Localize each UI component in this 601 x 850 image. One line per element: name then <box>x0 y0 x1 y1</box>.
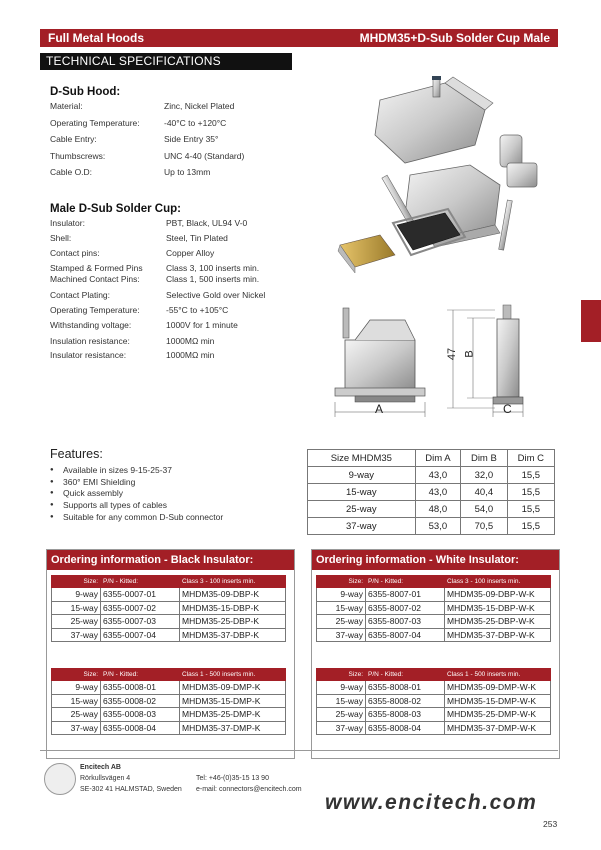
features-title: Features: <box>50 447 103 461</box>
ordering-cell: 9-way <box>52 588 101 602</box>
spec-value: Class 1, 500 inserts min. <box>166 274 260 284</box>
dimension-header-cell: Dim A <box>415 450 461 467</box>
spec-key: Operating Temperature: <box>50 117 140 128</box>
ordering-cell: 6355-8008-02 <box>366 694 445 708</box>
ordering-cell: 6355-0008-01 <box>101 681 180 695</box>
ordering-row <box>317 601 551 615</box>
ordering-cell: 25-way <box>52 708 101 722</box>
ordering-white-class1-table <box>316 668 551 735</box>
ordering-row <box>52 615 286 629</box>
ordering-cell: 9-way <box>317 588 366 602</box>
spec-value: 1000MΩ min <box>166 336 215 346</box>
feature-item: ● Suitable for any common D-Sub connector <box>50 512 223 524</box>
dimension-cell: 53,0 <box>415 518 461 535</box>
dimension-drawing <box>325 300 555 425</box>
spec-value: Steel, Tin Plated <box>166 233 228 243</box>
ordering-cell: 6355-8008-04 <box>366 721 445 735</box>
ordering-white-box <box>311 549 560 759</box>
ordering-header-cell: P/N - Kitted: <box>101 576 180 588</box>
ordering-white-title: Ordering information - White Insulator: <box>312 550 559 570</box>
dimension-cell: 54,0 <box>461 501 507 518</box>
footer-divider <box>40 750 558 751</box>
dimension-table <box>307 449 555 535</box>
ordering-cell: 37-way <box>52 721 101 735</box>
ordering-row <box>317 708 551 722</box>
feature-item: ● Quick assembly <box>50 488 223 500</box>
dimension-header-cell: Dim B <box>461 450 507 467</box>
dimension-cell: 15,5 <box>507 501 554 518</box>
dim-label-a: A <box>375 402 384 416</box>
ordering-cell: 6355-0008-03 <box>101 708 180 722</box>
ordering-black-title: Ordering information - Black Insulator: <box>47 550 294 570</box>
ordering-cell: MHDM35-25-DMP-W-K <box>445 708 551 722</box>
ordering-black-box <box>46 549 295 759</box>
ordering-black-class3-table <box>51 575 286 642</box>
ordering-cell: 37-way <box>317 628 366 642</box>
ordering-cell: MHDM35-15-DMP-K <box>180 694 286 708</box>
spec-key: Withstanding voltage: <box>50 320 132 330</box>
dimension-cell: 15,5 <box>507 484 554 501</box>
spec-value: -55°C to +105°C <box>166 305 229 315</box>
dimension-cell: 9-way <box>308 467 416 484</box>
spec-value: Zinc, Nickel Plated <box>164 101 235 111</box>
header-product: MHDM35+D-Sub Solder Cup Male <box>359 31 550 45</box>
ordering-cell: MHDM35-37-DMP-K <box>180 721 286 735</box>
spec-value: Up to 13mm <box>164 167 211 177</box>
ordering-cell: 6355-8007-04 <box>366 628 445 642</box>
spec-key: Machined Contact Pins: <box>50 274 140 284</box>
ordering-row <box>317 615 551 629</box>
ordering-cell: 6355-8007-02 <box>366 601 445 615</box>
ordering-cell: 6355-0007-02 <box>101 601 180 615</box>
ordering-header-cell: Class 3 - 100 inserts min. <box>445 576 551 588</box>
ordering-header-cell: Size: <box>52 669 101 681</box>
ordering-row <box>52 681 286 695</box>
dimension-header-cell: Size MHDM35 <box>308 450 416 467</box>
ordering-cell: 37-way <box>52 628 101 642</box>
ordering-header-cell: Class 1 - 500 inserts min. <box>180 669 286 681</box>
features-list <box>50 465 223 523</box>
ordering-header-cell: Size: <box>317 576 366 588</box>
ordering-row <box>317 628 551 642</box>
ordering-cell: 25-way <box>317 708 366 722</box>
ordering-header-cell: Class 3 - 100 inserts min. <box>180 576 286 588</box>
spec-value: Copper Alloy <box>166 248 215 258</box>
spec-key: Operating Temperature: <box>50 305 140 315</box>
ordering-cell: MHDM35-37-DMP-W-K <box>445 721 551 735</box>
male-section-title: Male D-Sub Solder Cup: <box>50 203 181 215</box>
dim-label-b: B <box>463 350 476 358</box>
ordering-row <box>52 628 286 642</box>
spec-key: Cable O.D: <box>50 167 93 177</box>
ordering-cell: MHDM35-09-DMP-K <box>180 681 286 695</box>
spec-key: Shell: <box>50 233 72 243</box>
ordering-cell: 15-way <box>52 694 101 708</box>
certification-seal-icon <box>44 763 76 795</box>
company-city: SE-302 41 HALMSTAD, Sweden <box>80 786 182 793</box>
spec-key: Contact Plating: <box>50 290 111 300</box>
ordering-row <box>317 588 551 602</box>
dimension-row <box>308 518 555 535</box>
ordering-row <box>52 708 286 722</box>
header-category: Full Metal Hoods <box>48 31 144 45</box>
dimension-cell: 48,0 <box>415 501 461 518</box>
dimension-row <box>308 501 555 518</box>
spec-key: Cable Entry: <box>50 134 97 144</box>
dimension-header-row <box>308 450 555 467</box>
company-phone: Tel: +46-(0)35-15 13 90 <box>196 775 269 782</box>
ordering-cell: 15-way <box>317 601 366 615</box>
ordering-black-class1-table <box>51 668 286 735</box>
ordering-cell: 15-way <box>52 601 101 615</box>
ordering-cell: 6355-8007-03 <box>366 615 445 629</box>
ordering-cell: MHDM35-25-DBP-W-K <box>445 615 551 629</box>
dimension-cell: 43,0 <box>415 484 461 501</box>
spec-key: Stamped & Formed Pins <box>50 263 143 273</box>
dimension-header-cell: Dim C <box>507 450 554 467</box>
spec-value: UNC 4-40 (Standard) <box>164 150 245 161</box>
dimension-cell: 25-way <box>308 501 416 518</box>
dimension-row <box>308 467 555 484</box>
spec-key: Insulation resistance: <box>50 336 130 346</box>
company-email[interactable]: e-mail: connectors@encitech.com <box>196 786 302 793</box>
spec-key: Thumbscrews: <box>50 150 106 161</box>
ordering-row <box>52 588 286 602</box>
ordering-cell: MHDM35-09-DBP-W-K <box>445 588 551 602</box>
dimension-cell: 32,0 <box>461 467 507 484</box>
dim-label-47: 47 <box>446 347 459 361</box>
spec-value: PBT, Black, UL94 V-0 <box>166 218 248 228</box>
spec-value: 1000MΩ min <box>166 350 215 360</box>
ordering-cell: 6355-8008-03 <box>366 708 445 722</box>
spec-key: Insulator: <box>50 218 85 228</box>
feature-item: ● Available in sizes 9-15-25-37 <box>50 465 223 477</box>
ordering-header-row <box>52 669 286 681</box>
ordering-cell: MHDM35-25-DBP-K <box>180 615 286 629</box>
ordering-cell: 6355-0007-03 <box>101 615 180 629</box>
dimension-cell: 40,4 <box>461 484 507 501</box>
spec-key: Insulator resistance: <box>50 350 127 360</box>
ordering-cell: 9-way <box>52 681 101 695</box>
ordering-cell: MHDM35-25-DMP-K <box>180 708 286 722</box>
ordering-cell: 6355-0007-04 <box>101 628 180 642</box>
ordering-row <box>52 601 286 615</box>
ordering-header-cell: P/N - Kitted: <box>101 669 180 681</box>
side-tab <box>581 300 601 342</box>
header-bar <box>40 29 558 47</box>
ordering-cell: MHDM35-37-DBP-W-K <box>445 628 551 642</box>
hood-section-title: D-Sub Hood: <box>50 86 121 98</box>
website-logo[interactable]: www.encitech.com <box>325 791 538 814</box>
feature-item: ● 360° EMI Shielding <box>50 477 223 489</box>
spec-value: -40°C to +120°C <box>164 117 227 128</box>
ordering-row <box>317 694 551 708</box>
dimension-cell: 15,5 <box>507 518 554 535</box>
ordering-cell: MHDM35-09-DMP-W-K <box>445 681 551 695</box>
feature-item: ● Supports all types of cables <box>50 500 223 512</box>
dimension-cell: 15,5 <box>507 467 554 484</box>
ordering-cell: MHDM35-15-DBP-W-K <box>445 601 551 615</box>
connector-kit-image <box>335 75 550 285</box>
ordering-header-row <box>52 576 286 588</box>
ordering-header-cell: Class 1 - 500 inserts min. <box>445 669 551 681</box>
ordering-cell: 6355-0008-04 <box>101 721 180 735</box>
ordering-cell: 6355-8008-01 <box>366 681 445 695</box>
spec-key: Material: <box>50 101 83 111</box>
ordering-cell: 6355-8007-01 <box>366 588 445 602</box>
ordering-header-cell: P/N - Kitted: <box>366 576 445 588</box>
dimension-cell: 70,5 <box>461 518 507 535</box>
ordering-cell: 25-way <box>317 615 366 629</box>
ordering-header-row <box>317 669 551 681</box>
ordering-header-cell: P/N - Kitted: <box>366 669 445 681</box>
ordering-row <box>52 694 286 708</box>
ordering-cell: 15-way <box>317 694 366 708</box>
ordering-cell: 37-way <box>317 721 366 735</box>
page-number: 253 <box>543 819 558 829</box>
ordering-cell: MHDM35-09-DBP-K <box>180 588 286 602</box>
company-street: Rörkullsvägen 4 <box>80 775 131 782</box>
ordering-white-class3-table <box>316 575 551 642</box>
ordering-header-cell: Size: <box>317 669 366 681</box>
dimension-cell: 15-way <box>308 484 416 501</box>
ordering-cell: MHDM35-37-DBP-K <box>180 628 286 642</box>
spec-key: Contact pins: <box>50 248 100 258</box>
technical-specifications-title: TECHNICAL SPECIFICATIONS <box>40 53 292 70</box>
ordering-cell: 6355-0007-01 <box>101 588 180 602</box>
spec-value: Class 3, 100 inserts min. <box>166 263 260 273</box>
dimension-row <box>308 484 555 501</box>
ordering-cell: 6355-0008-02 <box>101 694 180 708</box>
ordering-header-row <box>317 576 551 588</box>
dimension-cell: 43,0 <box>415 467 461 484</box>
spec-value: Side Entry 35° <box>164 134 219 144</box>
ordering-header-cell: Size: <box>52 576 101 588</box>
ordering-row <box>52 721 286 735</box>
ordering-row <box>317 721 551 735</box>
company-name: Encitech AB <box>80 764 121 771</box>
dim-label-c: C <box>503 402 512 416</box>
ordering-row <box>317 681 551 695</box>
spec-value: 1000V for 1 minute <box>166 320 238 330</box>
spec-value: Selective Gold over Nickel <box>166 290 266 300</box>
ordering-cell: 9-way <box>317 681 366 695</box>
ordering-cell: MHDM35-15-DMP-W-K <box>445 694 551 708</box>
dimension-cell: 37-way <box>308 518 416 535</box>
ordering-cell: MHDM35-15-DBP-K <box>180 601 286 615</box>
ordering-cell: 25-way <box>52 615 101 629</box>
